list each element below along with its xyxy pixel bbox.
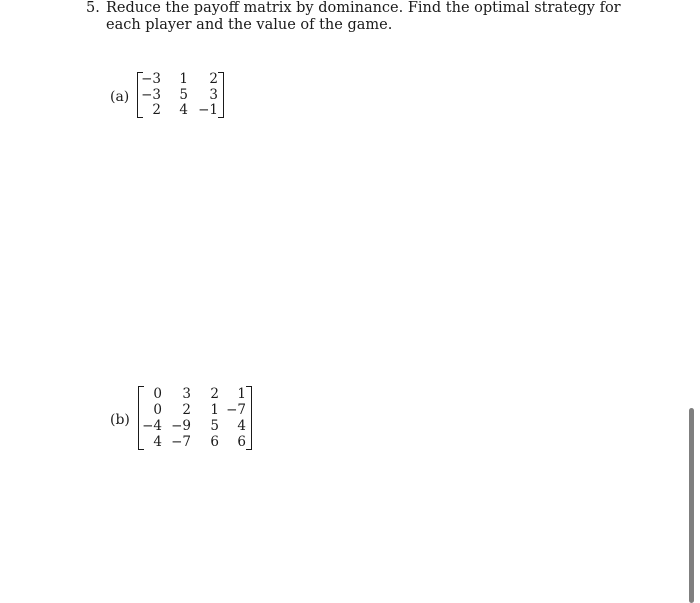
matrix-cell: −7 bbox=[171, 434, 191, 450]
matrix-cell: 1 bbox=[237, 386, 246, 402]
matrix-cell: 4 bbox=[237, 418, 246, 434]
matrix-b-row bbox=[138, 435, 252, 450]
problem-text: Reduce the payoff matrix by dominance. Find the optimal strategy for each player and the value of the game. bbox=[106, 0, 621, 33]
matrix-cell: 6 bbox=[237, 434, 246, 450]
matrix-cell: −3 bbox=[141, 71, 161, 87]
matrix-cell: 2 bbox=[210, 386, 219, 402]
matrix-a-row bbox=[137, 103, 224, 118]
matrix-b-row bbox=[138, 403, 252, 418]
matrix-cell: 1 bbox=[210, 402, 219, 418]
matrix-cell: 4 bbox=[179, 102, 188, 118]
problem-statement bbox=[86, 0, 646, 34]
matrix-cell: 5 bbox=[179, 87, 188, 103]
matrix-cell: −1 bbox=[198, 102, 218, 118]
matrix-cell: 2 bbox=[182, 402, 191, 418]
matrix-cell: 5 bbox=[210, 418, 219, 434]
matrix-cell: 2 bbox=[152, 102, 161, 118]
matrix-cell: 4 bbox=[153, 434, 162, 450]
matrix-b-row bbox=[138, 419, 252, 434]
matrix-cell: 0 bbox=[153, 386, 162, 402]
part-b-label: (b) bbox=[110, 412, 130, 428]
vertical-scrollbar[interactable] bbox=[689, 408, 694, 603]
matrix-cell: 6 bbox=[210, 434, 219, 450]
matrix-cell: 2 bbox=[209, 71, 218, 87]
matrix-b-row bbox=[138, 387, 252, 402]
matrix-cell: 1 bbox=[179, 71, 188, 87]
matrix-cell: 3 bbox=[209, 87, 218, 103]
matrix-cell: 0 bbox=[153, 402, 162, 418]
matrix-cell: −9 bbox=[171, 418, 191, 434]
matrix-cell: −7 bbox=[226, 402, 246, 418]
matrix-a-row bbox=[137, 72, 224, 87]
matrix-cell: 3 bbox=[182, 386, 191, 402]
part-a-label: (a) bbox=[110, 89, 130, 105]
payoff-matrix-a bbox=[137, 72, 224, 118]
matrix-cell: −4 bbox=[142, 418, 162, 434]
problem-number: 5. bbox=[86, 0, 100, 16]
matrix-a-row bbox=[137, 88, 224, 103]
payoff-matrix-b bbox=[138, 386, 252, 450]
matrix-cell: −3 bbox=[141, 87, 161, 103]
